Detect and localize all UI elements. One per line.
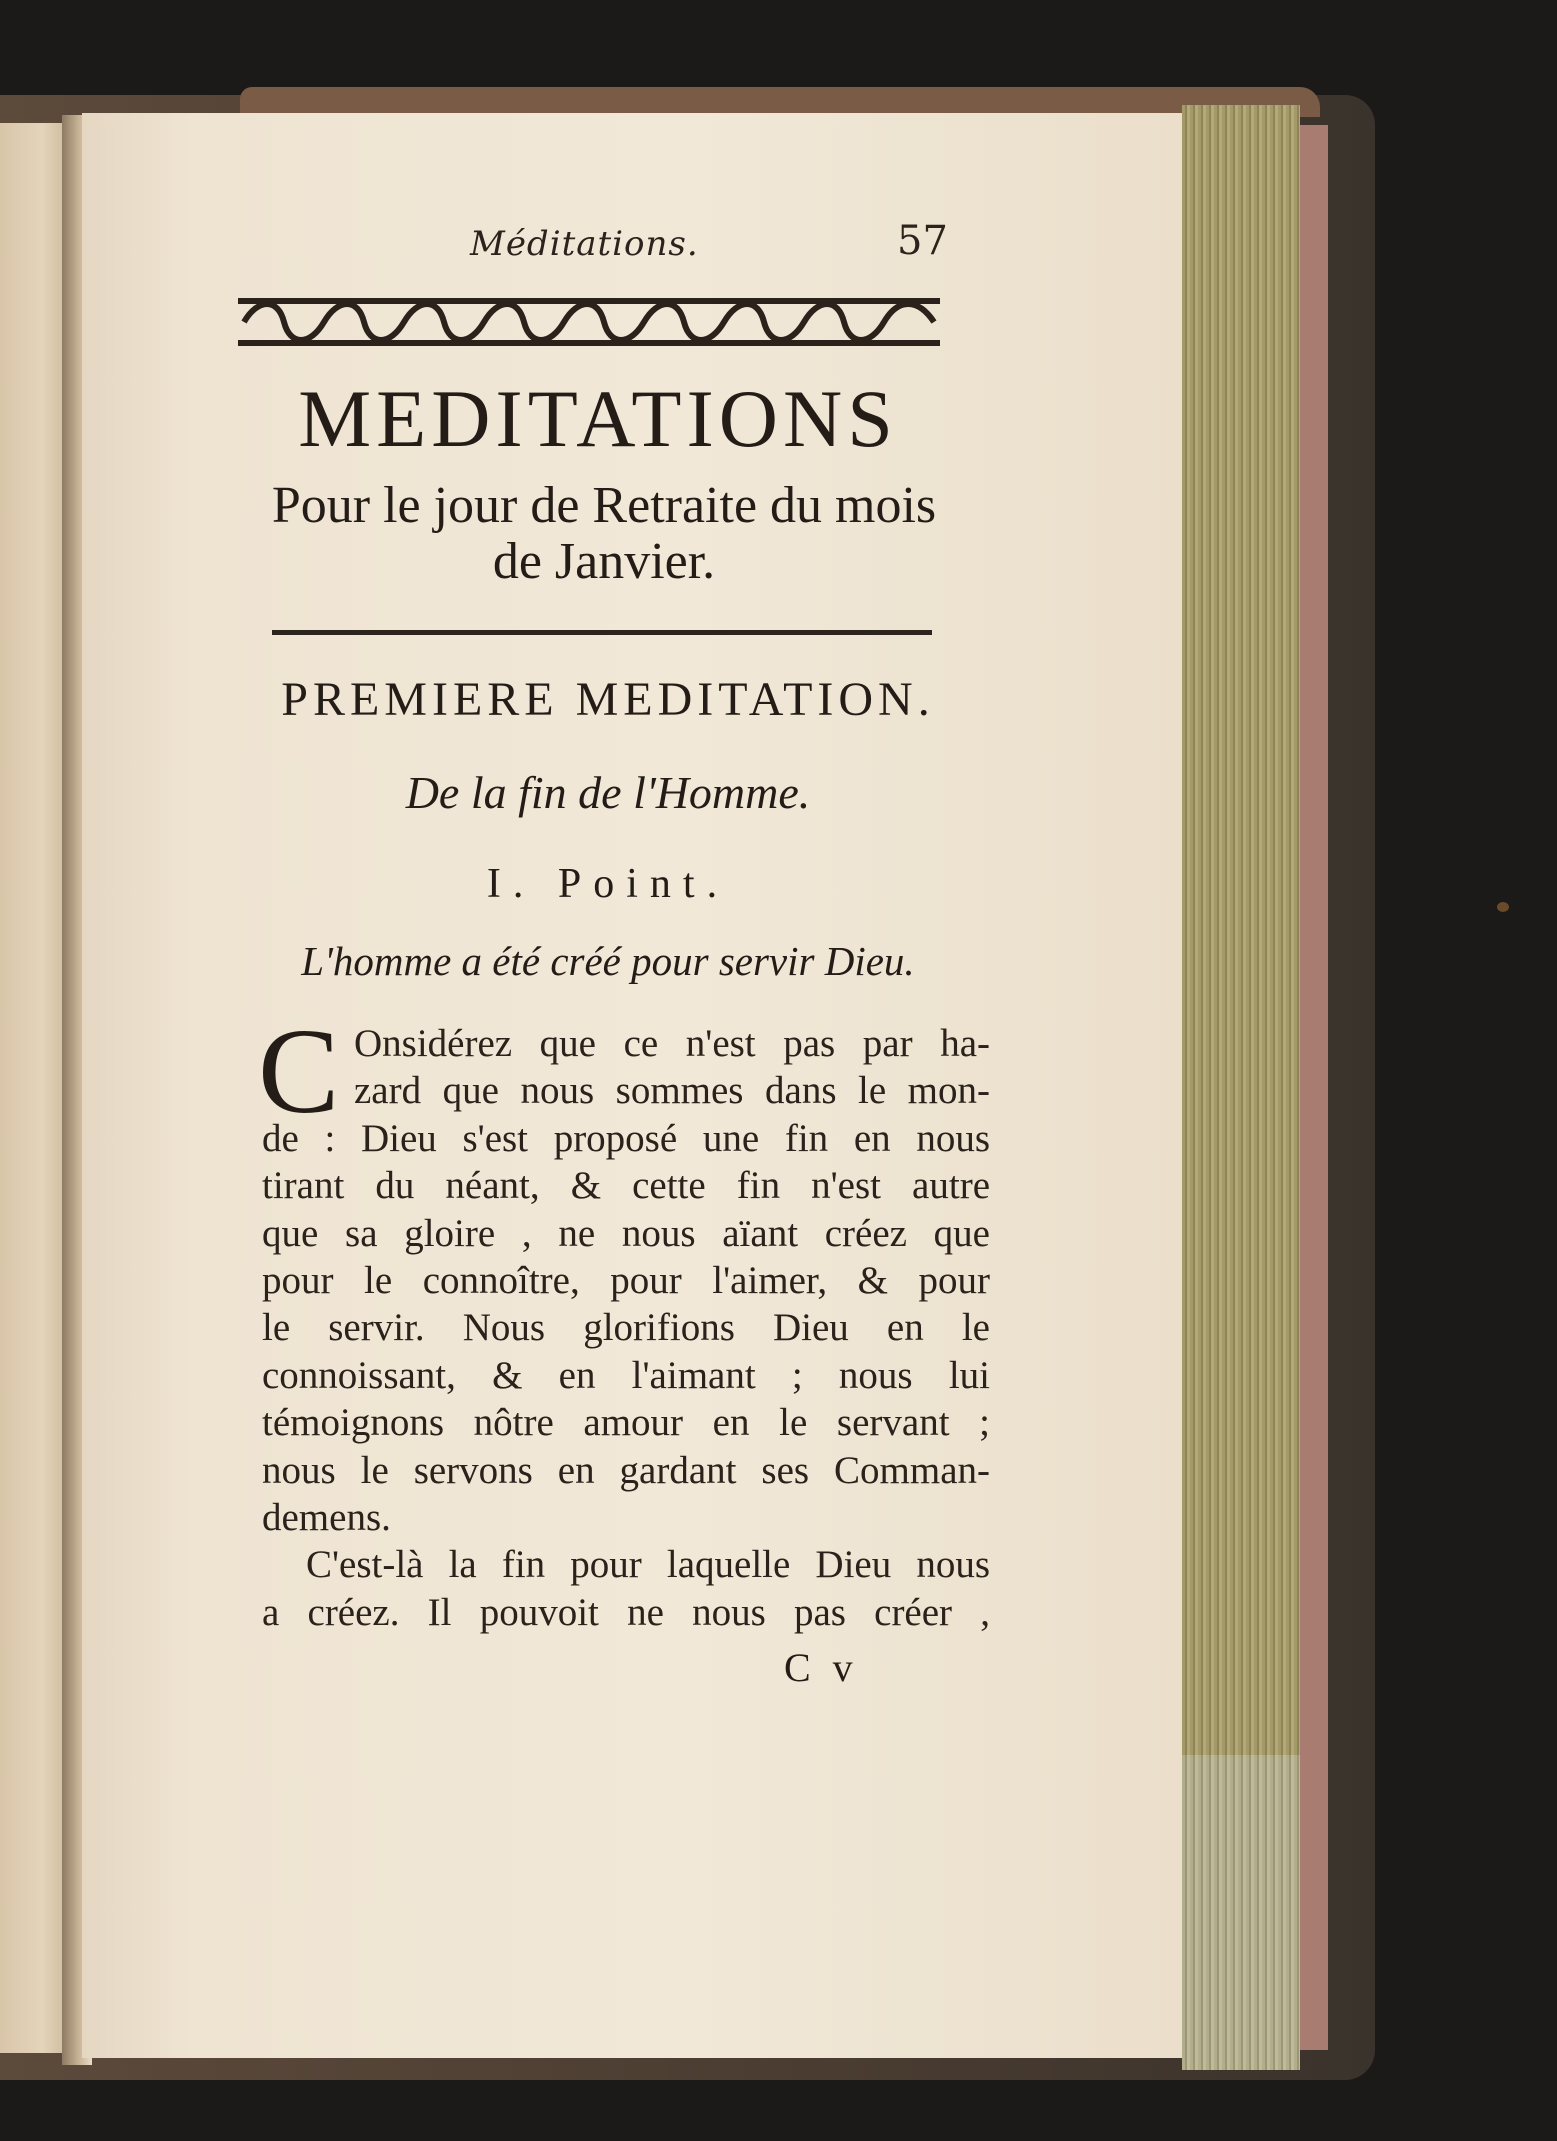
body-line: que sa gloire , ne nous aïant créez que (262, 1211, 990, 1255)
signature-mark: C v (784, 1645, 859, 1690)
body-text (262, 1020, 990, 1636)
section-heading: PREMIERE MEDITATION. (281, 673, 935, 726)
body-line: témoignons nôtre amour en le servant ; (262, 1401, 990, 1445)
stain-mark (1497, 902, 1509, 912)
body-line: pour le connoître, pour l'aimer, & pour (262, 1258, 990, 1302)
body-line: le servir. Nous glorifions Dieu en le (262, 1306, 990, 1350)
drop-cap: C (258, 1004, 340, 1139)
point-heading: I. Point. (486, 861, 730, 907)
page-block-lower (1182, 1755, 1300, 2070)
section-subheading: De la fin de l'Homme. (405, 767, 811, 818)
body-line: Onsidérez que ce n'est pas par ha- (354, 1022, 990, 1065)
body-line: demens. (262, 1495, 391, 1539)
subtitle-line-1: Pour le jour de Retraite du mois (271, 477, 937, 534)
point-subheading: L'homme a été créé pour servir Dieu. (301, 938, 915, 984)
running-head: Méditations. (470, 224, 699, 264)
page-number: 57 (897, 218, 948, 264)
page-edge-tint (1300, 125, 1328, 2050)
page-title: MEDITATIONS (298, 373, 898, 464)
body-line: de : Dieu s'est proposé une fin en nous (262, 1116, 990, 1160)
body-line: connoissant, & en l'aimant ; nous lui (262, 1353, 990, 1397)
body-line: nous le servons en gardant ses Comman- (262, 1448, 990, 1492)
body-line: tirant du néant, & cette fin n'est autre (262, 1164, 990, 1208)
divider-rule (272, 630, 932, 635)
ornament-band (238, 294, 940, 350)
body-line: C'est-là la fin pour laquelle Dieu nous (306, 1543, 990, 1587)
subtitle-line-2: de Janvier. (492, 533, 716, 590)
body-line: a créez. Il pouvoit ne nous pas créer , (262, 1590, 990, 1634)
body-line: zard que nous sommes dans le mon- (354, 1069, 990, 1113)
left-page-edge (0, 123, 70, 2053)
